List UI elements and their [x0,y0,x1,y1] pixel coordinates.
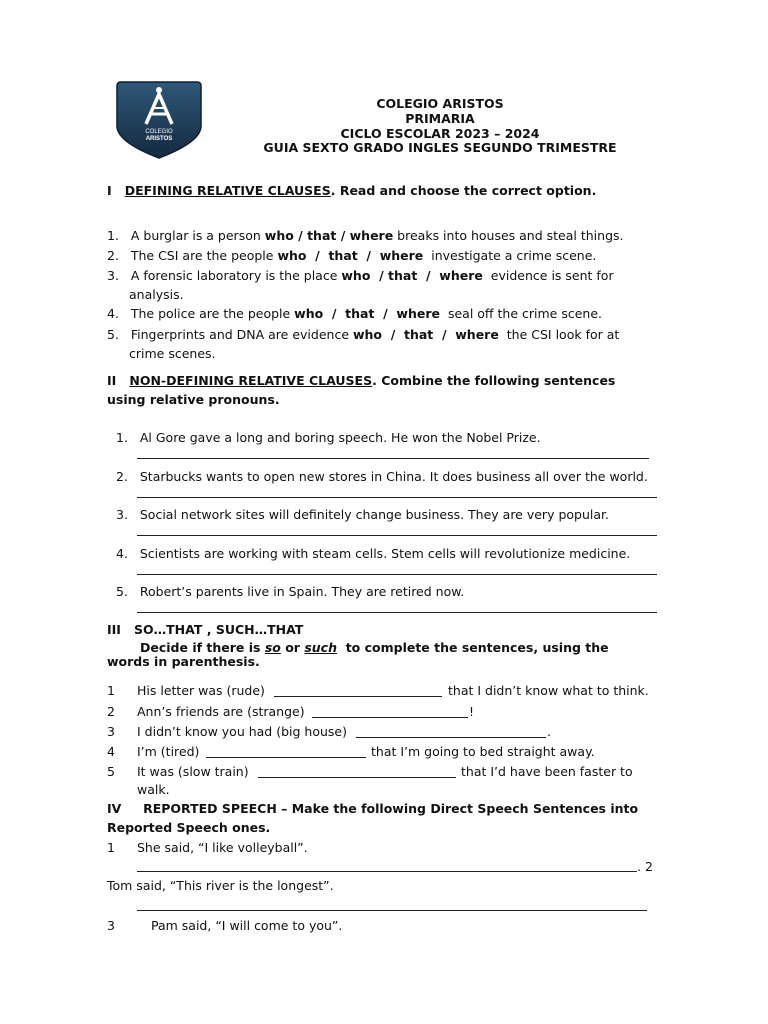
s3-item-number: 1 [107,683,115,698]
s4-item-2-marker: . 2 [637,859,653,874]
section-4-title-cont: Reported Speech ones. [107,820,271,835]
item-number: 2. [116,469,128,484]
item-text: Scientists are working with steam cells. Stem cells will revolutionize medicine. [139,546,631,561]
blank-line[interactable] [312,717,468,718]
item-number: 1. [107,228,119,243]
logo-text-2: ARISTOS [145,136,173,142]
s4-item-1-text: She said, “I like volleyball”. [137,840,308,855]
section-2-number: II [107,373,117,388]
section-1-instruction: . Read and choose the correct option. [330,183,597,198]
answer-line[interactable] [137,871,637,872]
header-level: PRIMARIA [405,111,475,126]
section-1-title: DEFINING RELATIVE CLAUSES [124,183,331,198]
item-number: 1. [116,430,128,445]
item-text: The CSI are the people [130,248,278,263]
keyword-so: so [264,640,281,655]
header-school: COLEGIO ARISTOS [376,96,504,111]
s4-item-2-text: Tom said, “This river is the longest”. [107,878,334,893]
s4-item-number: 1 [107,840,115,855]
s1-item-1 [107,228,624,243]
school-logo [113,80,205,160]
s1-item-3 [107,268,614,283]
s2-item-1 [116,430,541,445]
item-number: 3. [107,268,119,283]
s1-item-5-cont: crime scenes. [129,346,216,361]
section-1-number: I [107,183,112,198]
item-number: 5. [107,327,119,342]
item-text: seal off the crime scene. [440,306,602,321]
s4-item-3-text: Pam said, “I will come to you”. [151,918,343,933]
instruction-text: to complete the sentences, using the [336,640,609,655]
s2-item-5 [116,584,464,599]
s2-item-3 [116,507,609,522]
section-4-number: IV [107,801,122,816]
header-guide: GUIA SEXTO GRADO INGLES SEGUNDO TRIMESTRE [263,140,617,155]
section-3-instruction-cont: words in parenthesis. [107,654,260,669]
keyword-such: such [304,640,337,655]
logo-text-1: COLEGIO [145,129,173,135]
s3-item-3-end: . [547,724,551,739]
s1-item-2 [107,248,596,263]
answer-line[interactable] [137,910,647,911]
blank-line[interactable] [274,696,442,697]
answer-line[interactable] [137,458,649,459]
section-3-instruction [140,640,609,655]
item-number: 5. [116,584,128,599]
s3-item-number: 3 [107,724,115,739]
s3-item-4-end: that I’m going to bed straight away. [371,744,595,759]
s3-item-2-text: Ann’s friends are (strange) [137,704,305,719]
section-4-heading [107,801,638,816]
item-number: 4. [116,546,128,561]
item-text: Starbucks wants to open new stores in China. It does business all over the world. [139,469,648,484]
item-number: 4. [107,306,119,321]
s3-item-number: 5 [107,764,115,779]
section-3-number: III [107,622,121,637]
item-text: breaks into houses and steal things. [393,228,624,243]
s1-item-3-cont: analysis. [129,287,184,302]
item-text: Social network sites will definitely change business. They are very popular. [139,507,609,522]
item-options: who / that / where [264,228,394,243]
section-2-instruction-cont: using relative pronouns. [107,392,280,407]
section-2-title: NON-DEFINING RELATIVE CLAUSES [129,373,373,388]
blank-line[interactable] [258,777,456,778]
s3-item-number: 4 [107,744,115,759]
s4-item-number: 3 [107,918,115,933]
instruction-text: Decide if there is [140,640,265,655]
section-4-title: REPORTED SPEECH – Make the following Direct Speech Sentences into [143,801,639,816]
s2-item-4 [116,546,630,561]
answer-line[interactable] [137,574,657,575]
item-number: 2. [107,248,119,263]
s3-item-1-text: His letter was (rude) [137,683,265,698]
answer-line[interactable] [137,535,657,536]
s2-item-2 [116,469,648,484]
section-1-heading [107,183,596,198]
item-options: who / that / where [277,248,424,263]
answer-line[interactable] [137,612,657,613]
item-text: A burglar is a person [130,228,265,243]
instruction-text: or [280,640,305,655]
s1-item-4 [107,306,602,321]
item-text: Robert’s parents live in Spain. They are retired now. [139,584,465,599]
item-options: who / that / where [341,268,483,283]
section-3-title: SO…THAT , SUCH…THAT [134,622,304,637]
header-cycle: CICLO ESCOLAR 2023 – 2024 [340,126,540,141]
section-2-instruction: . Combine the following sentences [372,373,616,388]
item-text: Al Gore gave a long and boring speech. He won the Nobel Prize. [139,430,541,445]
answer-line[interactable] [137,497,657,498]
s3-item-3-text: I didn’t know you had (big house) [137,724,347,739]
s3-item-1-end: that I didn’t know what to think. [448,683,649,698]
item-text: investigate a crime scene. [423,248,597,263]
item-text: A forensic laboratory is the place [130,268,342,283]
blank-line[interactable] [356,737,546,738]
section-3-heading [107,622,303,637]
s3-item-5-end: that I’d have been faster to [461,764,633,779]
s3-item-5-text: It was (slow train) [137,764,249,779]
section-2-heading [107,373,615,388]
item-number: 3. [116,507,128,522]
blank-line[interactable] [206,757,366,758]
s3-item-2-end: ! [469,704,475,719]
s3-item-number: 2 [107,704,115,719]
item-text: the CSI look for at [498,327,620,342]
item-text: evidence is sent for [482,268,614,283]
item-text: The police are the people [130,306,295,321]
item-options: who / that / where [294,306,441,321]
s1-item-5 [107,327,619,342]
item-options: who / that / where [352,327,499,342]
s3-item-5-cont: walk. [137,782,170,797]
s3-item-4-text: I’m (tired) [137,744,200,759]
item-text: Fingerprints and DNA are evidence [130,327,353,342]
